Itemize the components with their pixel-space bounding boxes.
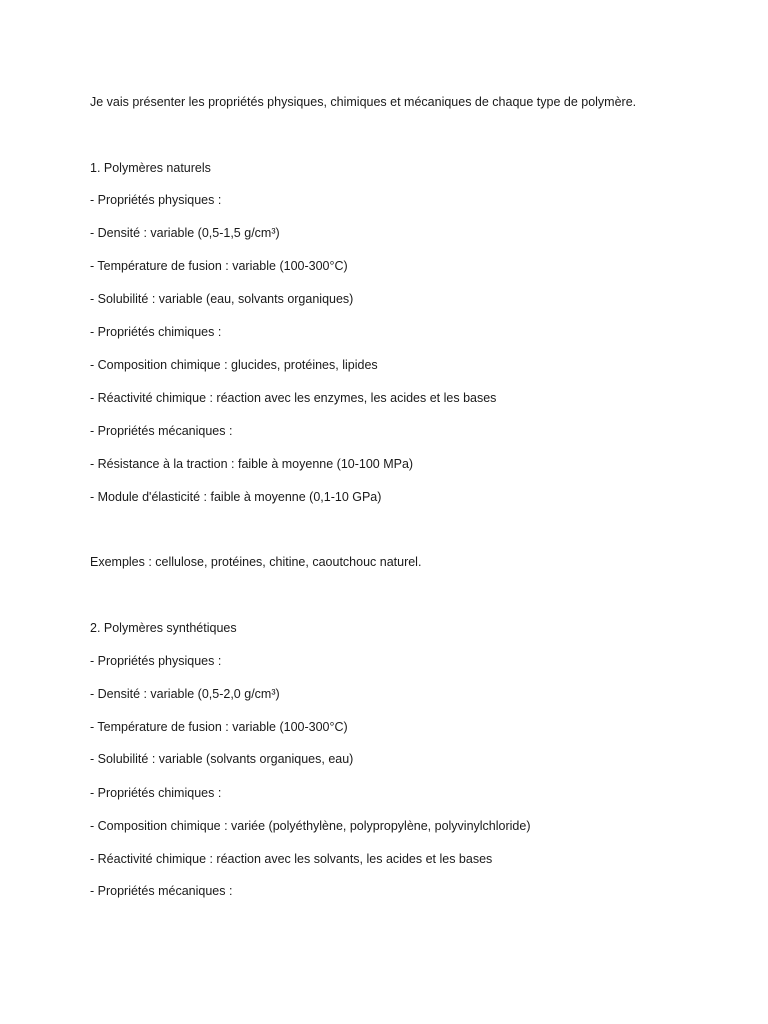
- list-item: - Propriétés physiques :: [90, 654, 222, 668]
- list-item: - Réactivité chimique : réaction avec les solvants, les acides et les bases: [90, 852, 493, 866]
- list-item: - Propriétés chimiques :: [90, 325, 222, 339]
- intro-paragraph: Je vais présenter les propriétés physiques, chimiques et mécaniques de chaque type de polymère.: [90, 95, 637, 109]
- list-item: - Composition chimique : variée (polyéthylène, polypropylène, polyvinylchloride): [90, 819, 531, 833]
- list-item: - Densité : variable (0,5-2,0 g/cm³): [90, 687, 280, 701]
- examples-paragraph: Exemples : cellulose, protéines, chitine, caoutchouc naturel.: [90, 555, 422, 569]
- list-item: - Solubilité : variable (eau, solvants organiques): [90, 292, 354, 306]
- list-item: - Température de fusion : variable (100-300°C): [90, 720, 348, 734]
- list-item: - Réactivité chimique : réaction avec les enzymes, les acides et les bases: [90, 391, 497, 405]
- section-heading-synthetic-polymers: 2. Polymères synthétiques: [90, 621, 237, 635]
- list-item: - Propriétés chimiques :: [90, 786, 222, 800]
- list-item: - Propriétés mécaniques :: [90, 424, 233, 438]
- list-item: - Composition chimique : glucides, protéines, lipides: [90, 358, 378, 372]
- list-item: - Densité : variable (0,5-1,5 g/cm³): [90, 226, 280, 240]
- list-item: - Température de fusion : variable (100-300°C): [90, 259, 348, 273]
- list-item: - Propriétés physiques :: [90, 193, 222, 207]
- list-item: - Module d'élasticité : faible à moyenne (0,1-10 GPa): [90, 490, 382, 504]
- list-item: - Résistance à la traction : faible à moyenne (10-100 MPa): [90, 457, 414, 471]
- section-heading-natural-polymers: 1. Polymères naturels: [90, 161, 211, 175]
- list-item: - Solubilité : variable (solvants organiques, eau): [90, 752, 354, 766]
- list-item: - Propriétés mécaniques :: [90, 884, 233, 898]
